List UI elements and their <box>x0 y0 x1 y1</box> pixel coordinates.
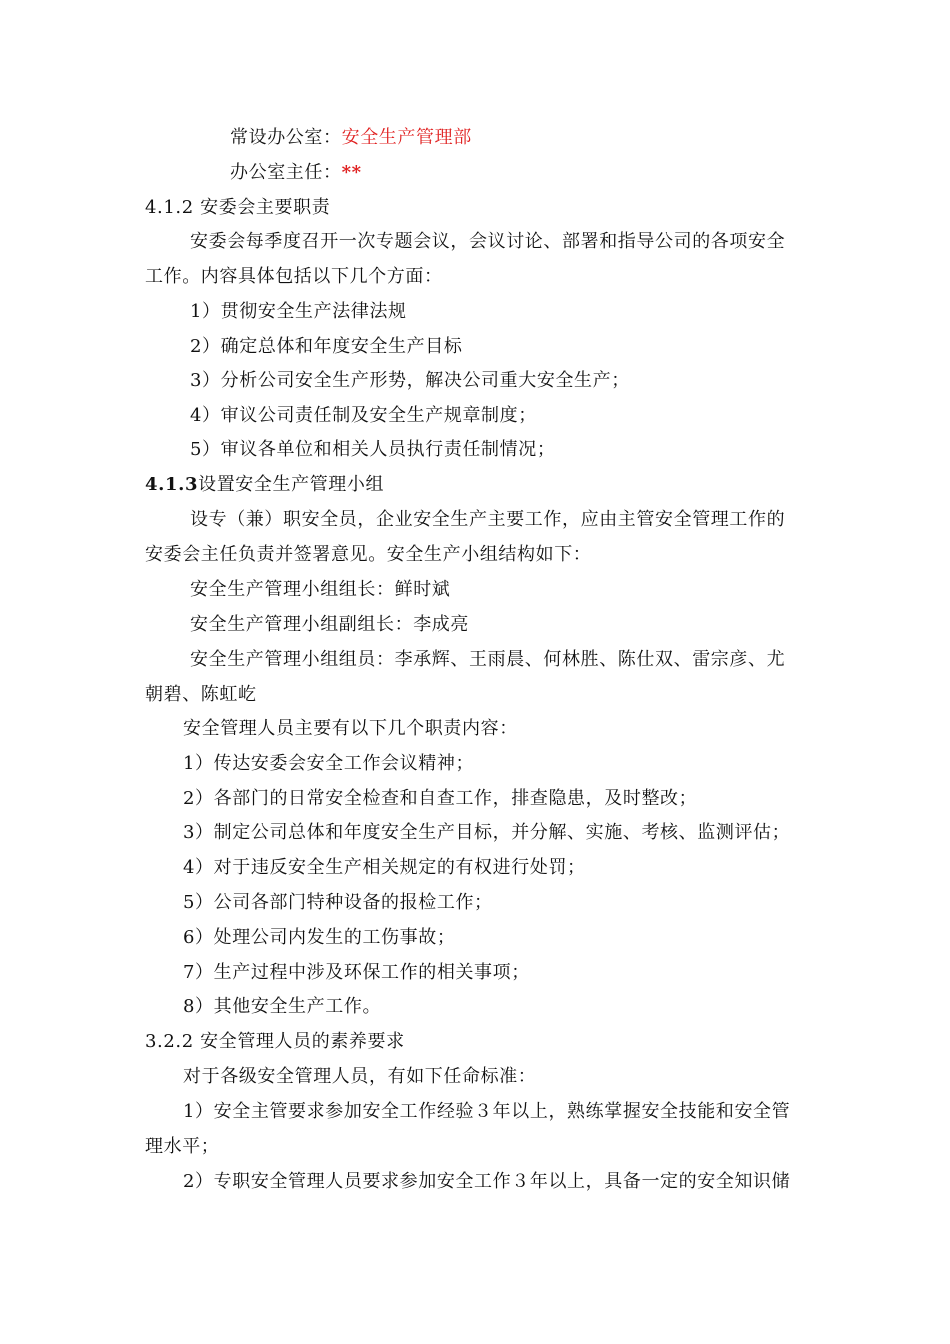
group-members-line-1: 安全生产管理小组组员：李承辉、王雨晨、何林胜、陈仕双、雷宗彦、尤 <box>190 649 786 670</box>
list-item: 2）各部门的日常安全检查和自查工作，排查隐患，及时整改； <box>183 788 698 809</box>
section-413-number: 4.1.3 <box>145 474 199 495</box>
section-412-heading: 4.1.2 安委会主要职责 <box>145 197 331 218</box>
list-item: 5）审议各单位和相关人员执行责任制情况； <box>190 439 556 460</box>
list-item: 8）其他安全生产工作。 <box>183 996 382 1017</box>
list-item: 3）分析公司安全生产形势，解决公司重大安全生产； <box>190 370 630 391</box>
section-412-paragraph-line-1: 安委会每季度召开一次专题会议，会议讨论、部署和指导公司的各项安全 <box>190 231 786 252</box>
list-item: 3）制定公司总体和年度安全生产目标，并分解、实施、考核、监测评估； <box>183 822 791 843</box>
office-label: 常设办公室： <box>230 127 342 148</box>
section-322-intro: 对于各级安全管理人员，有如下任命标准： <box>183 1066 537 1087</box>
list-item: 4）对于违反安全生产相关规定的有权进行处罚； <box>183 857 586 878</box>
list-item: 2）确定总体和年度安全生产目标 <box>190 336 463 357</box>
requirement-2-line-1: 2）专职安全管理人员要求参加安全工作３年以上，具备一定的安全知识储 <box>183 1171 791 1192</box>
office-line <box>230 127 472 149</box>
director-label: 办公室主任： <box>230 162 342 183</box>
requirement-1-line-2: 理水平； <box>145 1136 220 1157</box>
list-item: 5）公司各部门特种设备的报检工作； <box>183 892 493 913</box>
requirement-1-line-1: 1）安全主管要求参加安全工作经验３年以上，熟练掌握安全技能和安全管 <box>183 1101 791 1122</box>
section-413-paragraph-line-1: 设专（兼）职安全员，企业安全生产主要工作，应由主管安全管理工作的 <box>190 509 786 530</box>
list-item: 7）生产过程中涉及环保工作的相关事项； <box>183 962 530 983</box>
duties-intro: 安全管理人员主要有以下几个职责内容： <box>183 718 518 739</box>
director-line <box>230 162 362 184</box>
section-412-paragraph-line-2: 工作。内容具体包括以下几个方面： <box>145 266 443 287</box>
group-members-line-2: 朝碧、陈虹屹 <box>145 684 257 705</box>
group-deputy-leader: 安全生产管理小组副组长：李成亮 <box>190 614 469 635</box>
group-leader: 安全生产管理小组组长：鲜时斌 <box>190 579 451 600</box>
section-413-paragraph-line-2: 安委会主任负责并签署意见。安全生产小组结构如下： <box>145 544 592 565</box>
director-value: ** <box>341 162 362 183</box>
list-item: 1）贯彻安全生产法律法规 <box>190 301 407 322</box>
list-item: 6）处理公司内发生的工伤事故； <box>183 927 456 948</box>
section-413-title: 设置安全生产管理小组 <box>198 474 385 495</box>
list-item: 4）审议公司责任制及安全生产规章制度； <box>190 405 537 426</box>
section-322-heading: 3.2.2 安全管理人员的素养要求 <box>145 1031 405 1052</box>
list-item: 1）传达安委会安全工作会议精神； <box>183 753 475 774</box>
office-value: 安全生产管理部 <box>341 127 472 148</box>
section-413-heading <box>145 474 384 496</box>
